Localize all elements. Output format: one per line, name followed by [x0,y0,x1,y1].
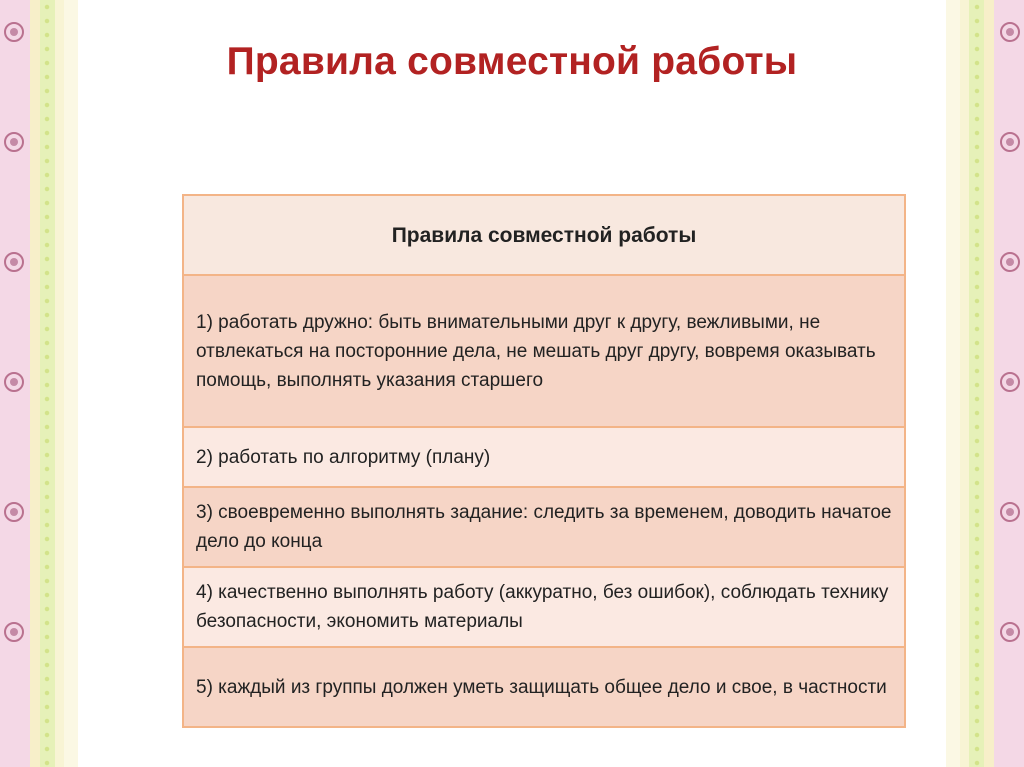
table-header-cell: Правила совместной работы [183,195,905,275]
flower-ornament-icon [998,130,1022,154]
table-row [183,427,905,487]
flower-ornament-icon [2,620,26,644]
flower-ornament-icon [2,250,26,274]
left-decorative-border [0,0,78,767]
table-row [183,487,905,567]
table-header-row [183,195,905,275]
flower-ornament-icon [2,130,26,154]
table-row [183,567,905,647]
rule-cell-2: 2) работать по алгоритму (плану) [183,427,905,487]
rules-table [182,194,906,728]
rule-cell-3: 3) своевременно выполнять задание: следить за временем, доводить начатое дело до конца [183,487,905,567]
rule-cell-1: 1) работать дружно: быть внимательными друг к другу, вежливыми, не отвлекаться на посторонние дела, не мешать друг другу, вовремя оказывать помощь, выполнять указания старшего [183,275,905,427]
rules-table-container [182,194,906,728]
rule-cell-5: 5) каждый из группы должен уметь защищать общее дело и свое, в частности [183,647,905,727]
flower-ornament-icon [2,370,26,394]
flower-ornament-icon [998,500,1022,524]
flower-ornament-icon [998,250,1022,274]
flower-ornament-icon [2,500,26,524]
border-dot-stripe [971,0,983,767]
flower-ornament-icon [998,620,1022,644]
table-row [183,275,905,427]
border-dot-stripe [41,0,53,767]
slide-title: Правила совместной работы [226,40,798,83]
right-decorative-border [946,0,1024,767]
table-row [183,647,905,727]
rule-cell-4: 4) качественно выполнять работу (аккуратно, без ошибок), соблюдать технику безопасности, экономить материалы [183,567,905,647]
flower-ornament-icon [998,370,1022,394]
